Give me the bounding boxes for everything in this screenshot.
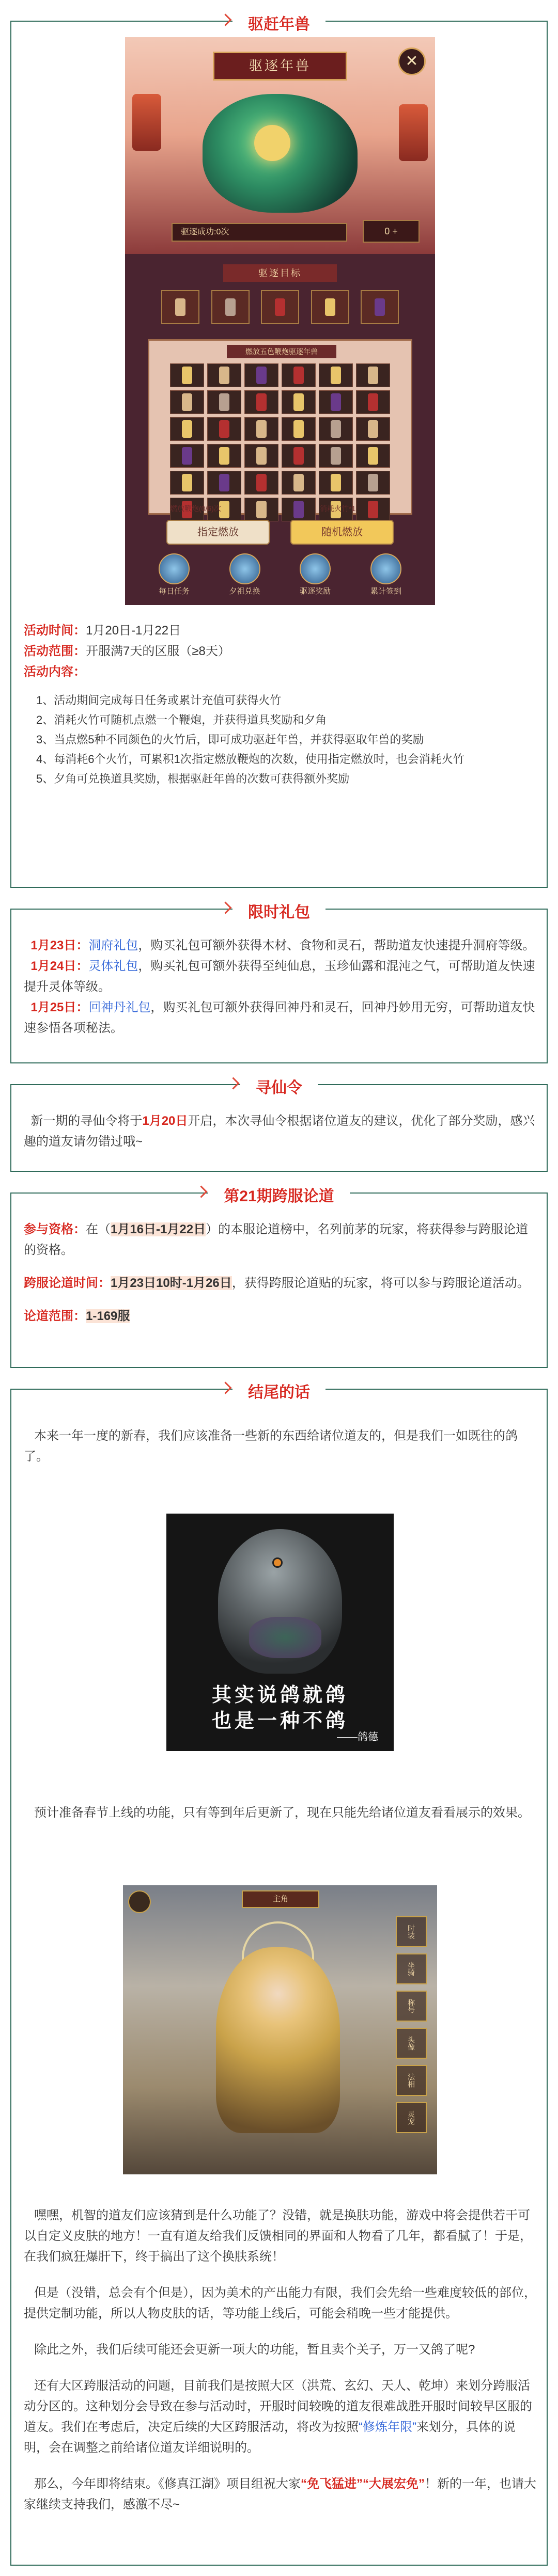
section-title: 第21期跨服论道 bbox=[224, 1188, 334, 1205]
dragon-icon bbox=[203, 94, 358, 213]
chevron-icon bbox=[221, 900, 229, 914]
firecracker-cell[interactable] bbox=[319, 390, 353, 414]
firecracker-cell[interactable] bbox=[319, 471, 353, 495]
firecracker-cell[interactable] bbox=[282, 498, 316, 521]
exchange-button[interactable]: 夕祖兑换 bbox=[216, 553, 273, 600]
firecracker-cell[interactable] bbox=[244, 498, 278, 521]
random-burn-button[interactable]: 随机燃放 bbox=[290, 520, 394, 545]
cost-label: 消耗火竹*1 bbox=[320, 504, 356, 513]
section-card-closing bbox=[10, 1384, 548, 2566]
paragraph: 跨服论道时间：1月23日10时-1月26日，获得跨服论道贴的玩家，将可以参与跨服论道活动。 bbox=[24, 1276, 530, 1290]
character-figure bbox=[216, 1947, 340, 2133]
list-item: 3、当点燃5种不同颜色的火竹后，即可成功驱赶年兽，并获得驱取年兽的奖励 bbox=[36, 733, 424, 746]
paragraph: 但是（没错，总会有个但是），因为美术的产出能力有限，我们会先给一些难度较低的部位，提供定制功能，所以人物皮肤的话，等功能上线后，可能会稍晚一些才能提供。 bbox=[24, 2286, 537, 2320]
firecracker-cell[interactable] bbox=[207, 363, 241, 387]
paragraph: 还有大区跨服活动的问题，目前我们是按照大区（洪荒、玄幻、天人、乾坤）来划分跨服活动分区的。这种划分会导致在参与活动时，开服时间较晚的道友很难战胜开服时间较早区服的道友。我们在考虑后，决定后续的大区跨服活动，将改为按照“修炼年限”来划分，具体的说明，会在调整之前给诸位道友详细说明的。 bbox=[24, 2379, 532, 2455]
firecracker-cell[interactable] bbox=[356, 390, 390, 414]
link[interactable]: 洞府礼包 bbox=[88, 939, 138, 952]
section-card-xunxianling bbox=[10, 1079, 548, 1172]
designated-burn-button[interactable]: 指定燃放 bbox=[166, 520, 270, 545]
firecracker-cell[interactable] bbox=[282, 363, 316, 387]
firecracker-cell[interactable] bbox=[282, 471, 316, 495]
chevron-icon bbox=[229, 1076, 237, 1089]
skin-menu-item: 头像 bbox=[396, 2028, 427, 2059]
skin-menu-item: 灵宠 bbox=[396, 2102, 427, 2133]
burn-count-label: 燃放鞭炮(0/6)次 bbox=[170, 504, 221, 513]
firecracker-cell[interactable] bbox=[170, 471, 204, 495]
section-title: 寻仙令 bbox=[256, 1079, 302, 1096]
firecracker-icon bbox=[361, 290, 399, 324]
section-title: 驱赶年兽 bbox=[248, 16, 310, 33]
paragraph: 预计准备春节上线的功能，只有等到年后更新了，现在只能先给诸位道友看看展示的效果。 bbox=[34, 1806, 531, 1820]
firecracker-cell[interactable] bbox=[170, 444, 204, 468]
firecracker-cell[interactable] bbox=[244, 363, 278, 387]
lantern-icon bbox=[132, 94, 161, 151]
skin-menu-item: 时装 bbox=[396, 1916, 427, 1947]
character-tab: 主角 bbox=[242, 1890, 319, 1908]
pigeon-image bbox=[166, 1514, 394, 1751]
firecracker-cell[interactable] bbox=[207, 417, 241, 441]
firecracker-cell[interactable] bbox=[207, 444, 241, 468]
firecracker-cell[interactable] bbox=[170, 417, 204, 441]
firecracker-icon bbox=[261, 290, 299, 324]
avatar-icon bbox=[128, 1890, 151, 1913]
skin-preview-image bbox=[123, 1885, 437, 2174]
signin-button[interactable]: 累计签到 bbox=[358, 553, 414, 600]
chevron-icon bbox=[221, 12, 229, 26]
firecracker-cell[interactable] bbox=[356, 498, 390, 521]
link[interactable]: “修炼年限” bbox=[359, 2420, 416, 2434]
link[interactable]: 灵体礼包 bbox=[88, 959, 138, 973]
exchange-icon bbox=[229, 553, 260, 584]
firecracker-cell[interactable] bbox=[244, 417, 278, 441]
paragraph: 1月25日：回神丹礼包，购买礼包可额外获得回神丹和灵石，回神丹妙用无穷，可帮助道友快速参悟各项秘法。 bbox=[24, 1000, 535, 1035]
section-card-year-beast bbox=[10, 16, 548, 888]
target-label: 驱逐目标 bbox=[223, 264, 337, 282]
counter: 0 + bbox=[363, 220, 420, 243]
firecracker-cell[interactable] bbox=[356, 417, 390, 441]
firecracker-cell[interactable] bbox=[244, 471, 278, 495]
firecracker-cell[interactable] bbox=[319, 444, 353, 468]
reward-button[interactable]: 驱逐奖励 bbox=[287, 553, 344, 600]
pigeon-caption-line1: 其实说鸽就鸽 bbox=[211, 1683, 348, 1706]
firecracker-cell[interactable] bbox=[170, 363, 204, 387]
progress-text: 驱逐成功:0次 bbox=[172, 223, 347, 242]
firecracker-cell[interactable] bbox=[244, 444, 278, 468]
activity-info: 活动时间：1月20日-1月22日 活动范围：开服满7天的区服（≥8天） 活动内容： 1、活动期间完成每日任务或累计充值可获得火竹 2、消耗火竹可随机点燃一个鞭炮，并获得道具奖励和夕角 3、当点燃5种不同颜色的火竹后，即可成功驱赶年兽，并获得驱取年兽的奖励 4、每消耗6个火竹，可累积1次指定燃放鞭炮的次数，使用指定燃放时，也会消耗火竹 5、夕角可兑换道具奖励，根据驱赶年兽的次数可获得额外奖励 bbox=[11, 621, 549, 789]
paragraph: 1月24日：灵体礼包，购买礼包可额外获得至纯仙息，玉珍仙露和混沌之气，可帮助道友快速提升灵体等级。 bbox=[24, 959, 535, 994]
panel-label: 燃放五色鞭炮驱逐年兽 bbox=[227, 345, 336, 358]
firecracker-panel bbox=[148, 339, 412, 515]
firecracker-icon bbox=[311, 290, 349, 324]
section-title: 结尾的话 bbox=[248, 1384, 310, 1401]
firecracker-cell[interactable] bbox=[356, 363, 390, 387]
list-item: 2、消耗火竹可随机点燃一个鞭炮，并获得道具奖励和夕角 bbox=[36, 713, 327, 726]
paragraph: 新一期的寻仙令将于1月20日开启，本次寻仙令根据诸位道友的建议，优化了部分奖励，感兴趣的道友请勿错过哦~ bbox=[24, 1114, 535, 1149]
firecracker-cell[interactable] bbox=[356, 471, 390, 495]
firecracker-cell[interactable] bbox=[282, 417, 316, 441]
link[interactable]: 回神丹礼包 bbox=[88, 1000, 151, 1014]
firecracker-icon bbox=[161, 290, 199, 324]
signin-icon bbox=[370, 553, 401, 584]
chevron-icon bbox=[221, 1380, 229, 1394]
game-title: 驱逐年兽 bbox=[213, 52, 347, 81]
pigeon-caption-line2: 也是一种不鸽 bbox=[211, 1709, 348, 1732]
firecracker-cell[interactable] bbox=[282, 444, 316, 468]
paragraph: 嘿嘿，机智的道友们应该猜到是什么功能了？没错，就是换肤功能，游戏中将会提供若干可以自定义皮肤的地方！一直有道友给我们反馈相同的界面和人物看了几年，都看腻了！于是，在我们疯狂爆肝下，终于搞出了这个换肤系统！ bbox=[24, 2208, 532, 2264]
game-screenshot bbox=[125, 37, 435, 605]
close-icon[interactable]: ✕ bbox=[398, 47, 426, 75]
paragraph: 本来一年一度的新春，我们应该准备一些新的东西给诸位道友的，但是我们一如既往的鸽了。 bbox=[24, 1429, 518, 1464]
daily-task-button[interactable]: 每日任务 bbox=[146, 553, 203, 600]
skin-menu-item: 称号 bbox=[396, 1991, 427, 2022]
firecracker-cell[interactable] bbox=[319, 417, 353, 441]
firecracker-cell[interactable] bbox=[170, 390, 204, 414]
skin-menu-item: 法相 bbox=[396, 2065, 427, 2096]
target-slots bbox=[161, 290, 399, 326]
lantern-icon bbox=[399, 104, 428, 161]
paragraph: 1月23日：洞府礼包，购买礼包可额外获得木材、食物和灵石，帮助道友快速提升洞府等级。 bbox=[30, 939, 535, 952]
firecracker-grid bbox=[170, 363, 390, 521]
paragraph: 那么，今年即将结束。《修真江湖》项目组祝大家“免飞猛进”“大展宏免”！新的一年，也请大家继续支持我们，感激不尽~ bbox=[24, 2477, 537, 2511]
paragraph: 除此之外，我们后续可能还会更新一项大的功能，暂且卖个关子，万一又鸽了呢? bbox=[34, 2343, 475, 2357]
section-card-cross-server bbox=[10, 1188, 548, 1368]
list-item: 1、活动期间完成每日任务或累计充值可获得火竹 bbox=[36, 694, 282, 707]
paragraph: 论道范围：1-169服 bbox=[24, 1309, 130, 1323]
skin-menu-item: 坐骑 bbox=[396, 1953, 427, 1984]
list-item: 5、夕角可兑换道具奖励，根据驱赶年兽的次数可获得额外奖励 bbox=[36, 772, 350, 785]
firecracker-cell[interactable] bbox=[282, 390, 316, 414]
section-title: 限时礼包 bbox=[248, 904, 310, 921]
firecracker-cell[interactable] bbox=[319, 363, 353, 387]
section-card-gift-pack bbox=[10, 904, 548, 1063]
task-icon bbox=[159, 553, 190, 584]
firecracker-cell[interactable] bbox=[207, 471, 241, 495]
skin-menu bbox=[396, 1916, 427, 2133]
chevron-icon bbox=[197, 1184, 205, 1198]
firecracker-cell[interactable] bbox=[207, 390, 241, 414]
reward-icon bbox=[300, 553, 331, 584]
pigeon-signature: ——鸽德 bbox=[337, 1731, 378, 1743]
firecracker-icon bbox=[211, 290, 250, 324]
firecracker-cell[interactable] bbox=[356, 444, 390, 468]
game-bottom-icons bbox=[146, 553, 414, 600]
list-item: 4、每消耗6个火竹，可累积1次指定燃放鞭炮的次数，使用指定燃放时，也会消耗火竹 bbox=[36, 753, 464, 766]
firecracker-cell[interactable] bbox=[244, 390, 278, 414]
paragraph: 参与资格：在（1月16日-1月22日）的本服论道榜中，名列前茅的玩家，将获得参与跨服论道的资格。 bbox=[24, 1222, 529, 1257]
